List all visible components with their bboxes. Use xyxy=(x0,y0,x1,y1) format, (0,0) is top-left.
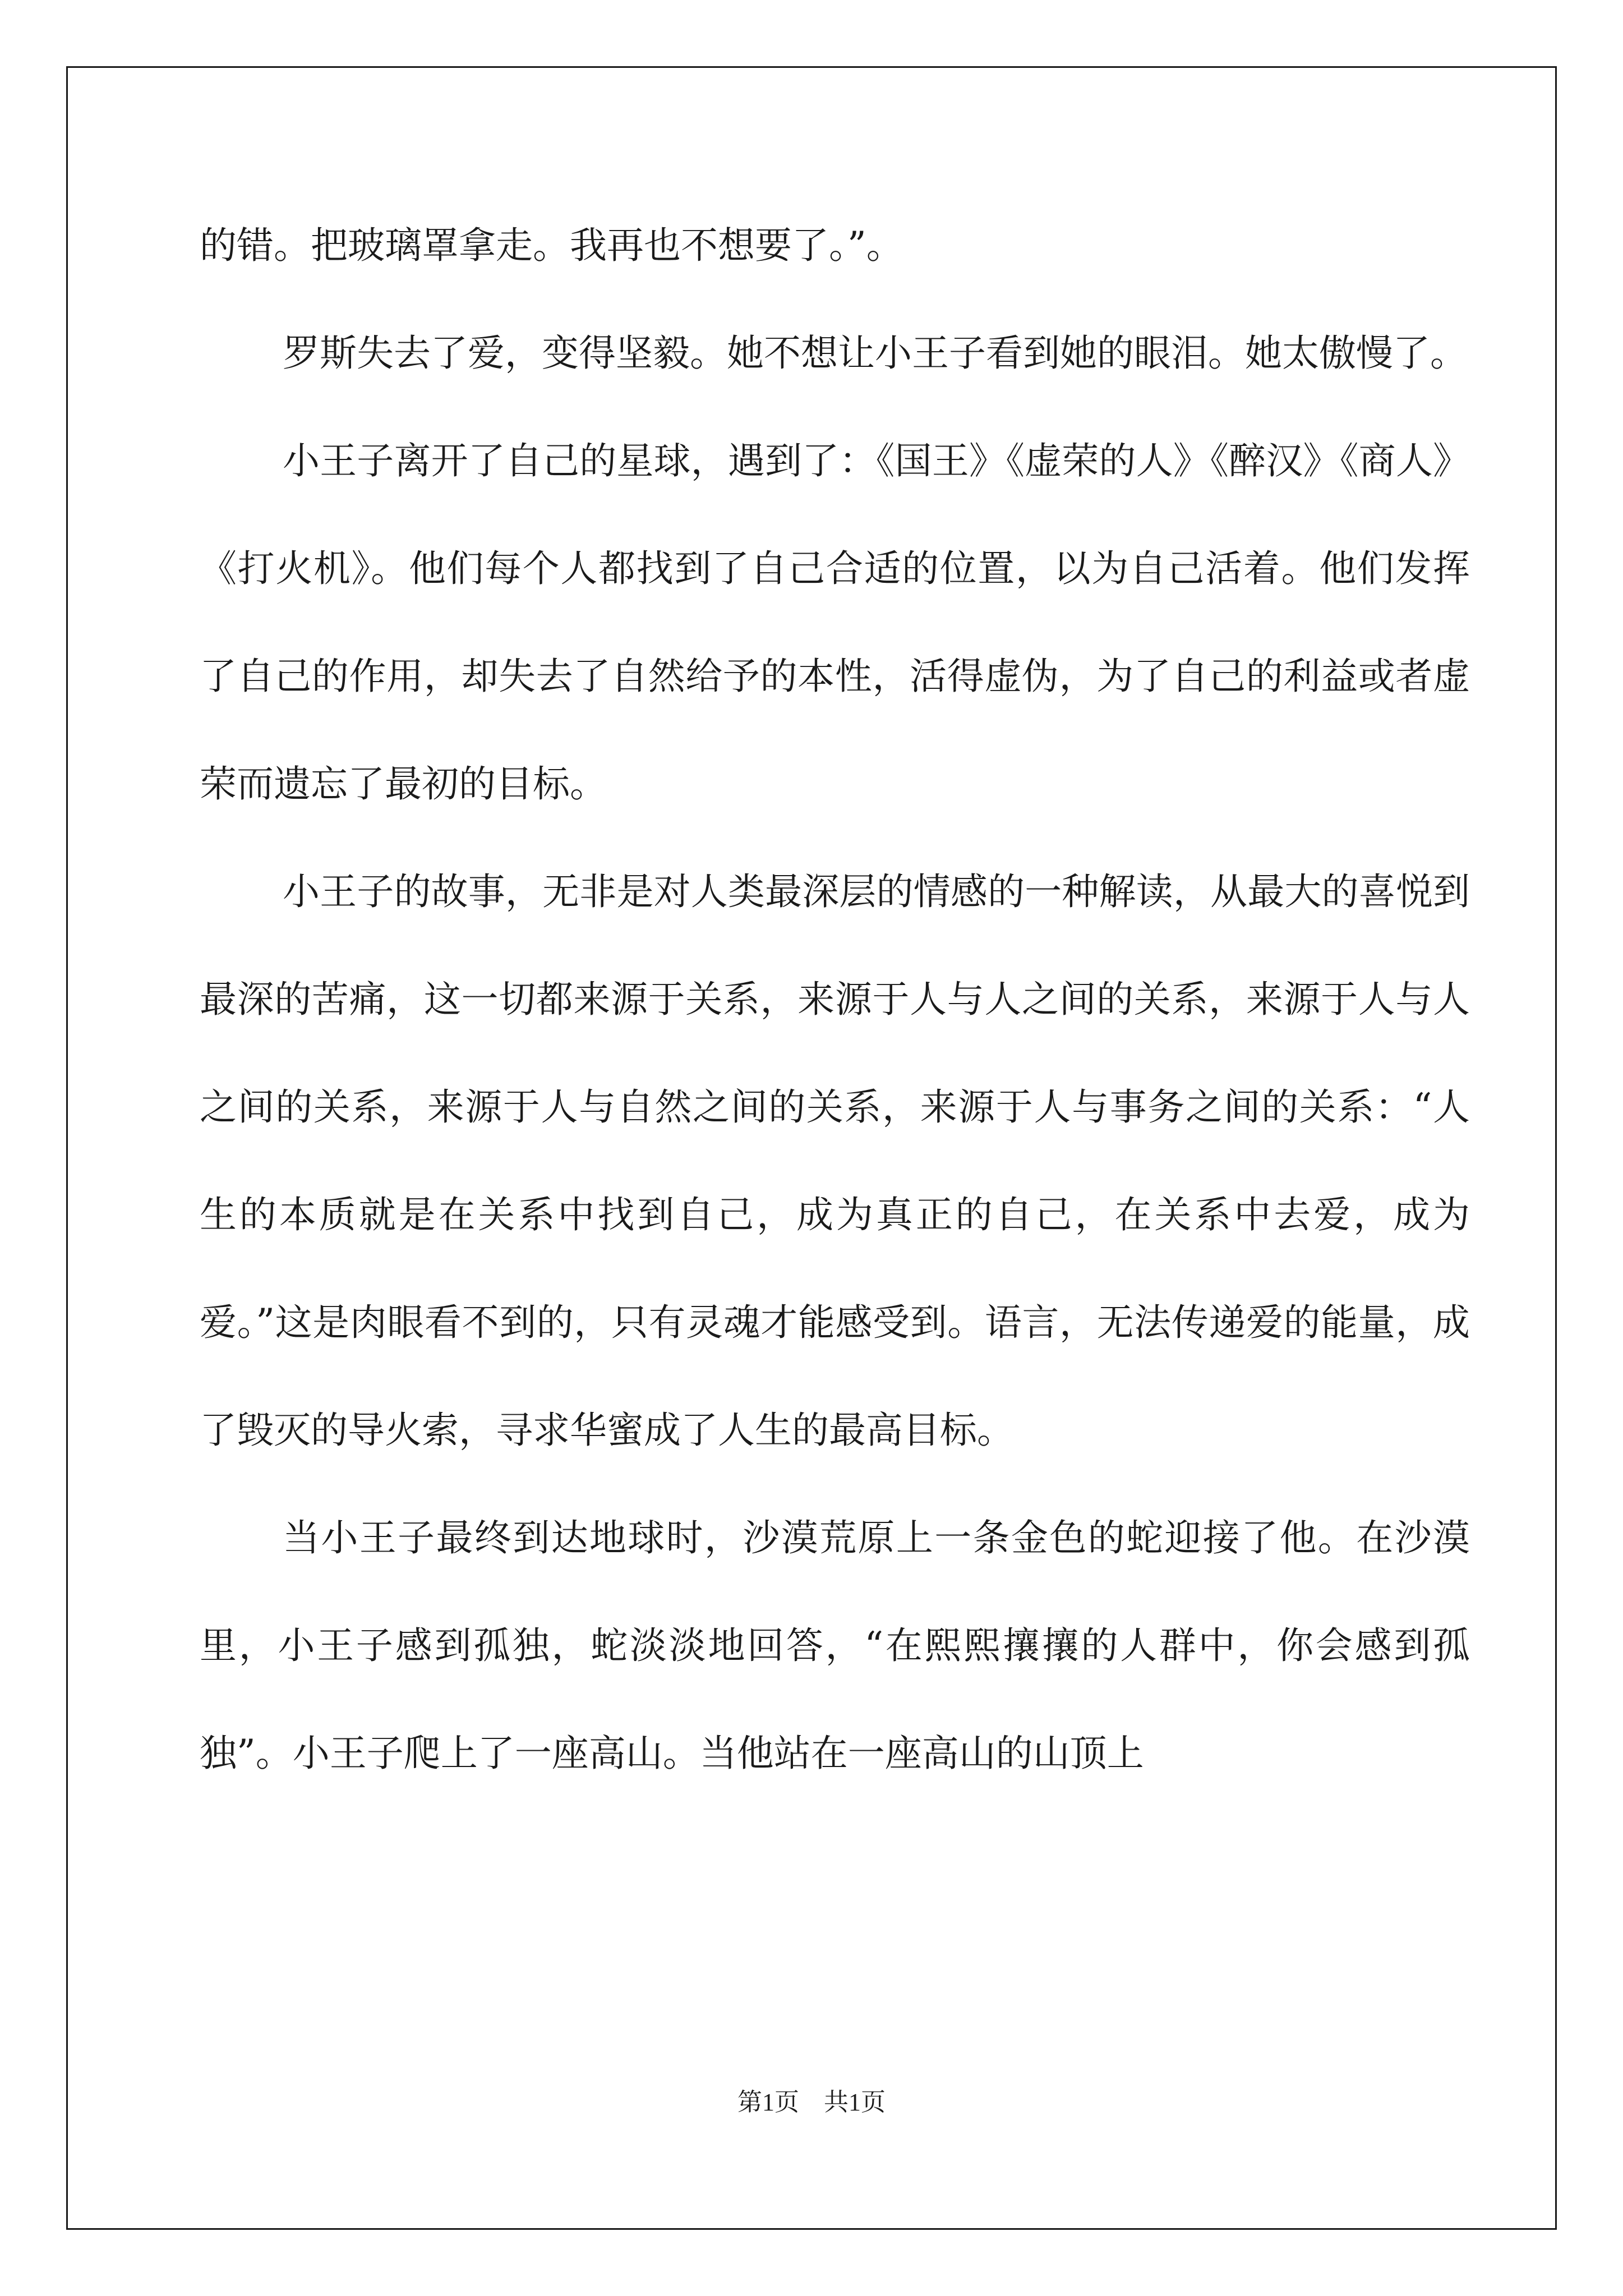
paragraph: 罗斯失去了爱，变得坚毅。她不想让小王子看到她的眼泪。她太傲慢了。 xyxy=(283,332,1467,375)
page-total: 共1页 xyxy=(824,2088,886,2116)
paragraph: 当小王子最终到达地球时，沙漠荒原上一条金色的蛇迎接了他。在沙漠里，小王子感到孤独，蛇淡淡地回答，“在熙熙攘攘的人群中，你会感到孤独”。小王子爬上了一座高山。当他站在一座高山的山顶上 xyxy=(200,1516,1470,1775)
page-number: 第1页 xyxy=(737,2088,799,2116)
document-body xyxy=(200,192,1470,1807)
paragraph: 小王子离开了自己的星球，遇到了：《国王》《虚荣的人》《醉汉》《商人》《打火机》。他们每个人都找到了自己合适的位置，以为自己活着。他们发挥了自己的作用，却失去了自然给予的本性，活得虚伪，为了自己的利益或者虚荣而遗忘了最初的目标。 xyxy=(200,439,1470,806)
paragraph: 的错。把玻璃罩拿走。我再也不想要了。”。 xyxy=(200,224,903,267)
paragraph: 小王子的故事，无非是对人类最深层的情感的一种解读，从最大的喜悦到最深的苦痛，这一切都来源于关系，来源于人与人之间的关系，来源于人与人之间的关系，来源于人与自然之间的关系，来源于人与事务之间的关系：“人生的本质就是在关系中找到自己，成为真正的自己，在关系中去爱，成为爱。”这是肉眼看不到的，只有灵魂才能感受到。语言，无法传递爱的能量，成了毁灭的导火索，寻求华蜜成了人生的最高目标。 xyxy=(200,870,1470,1452)
page-footer xyxy=(0,2086,1623,2119)
